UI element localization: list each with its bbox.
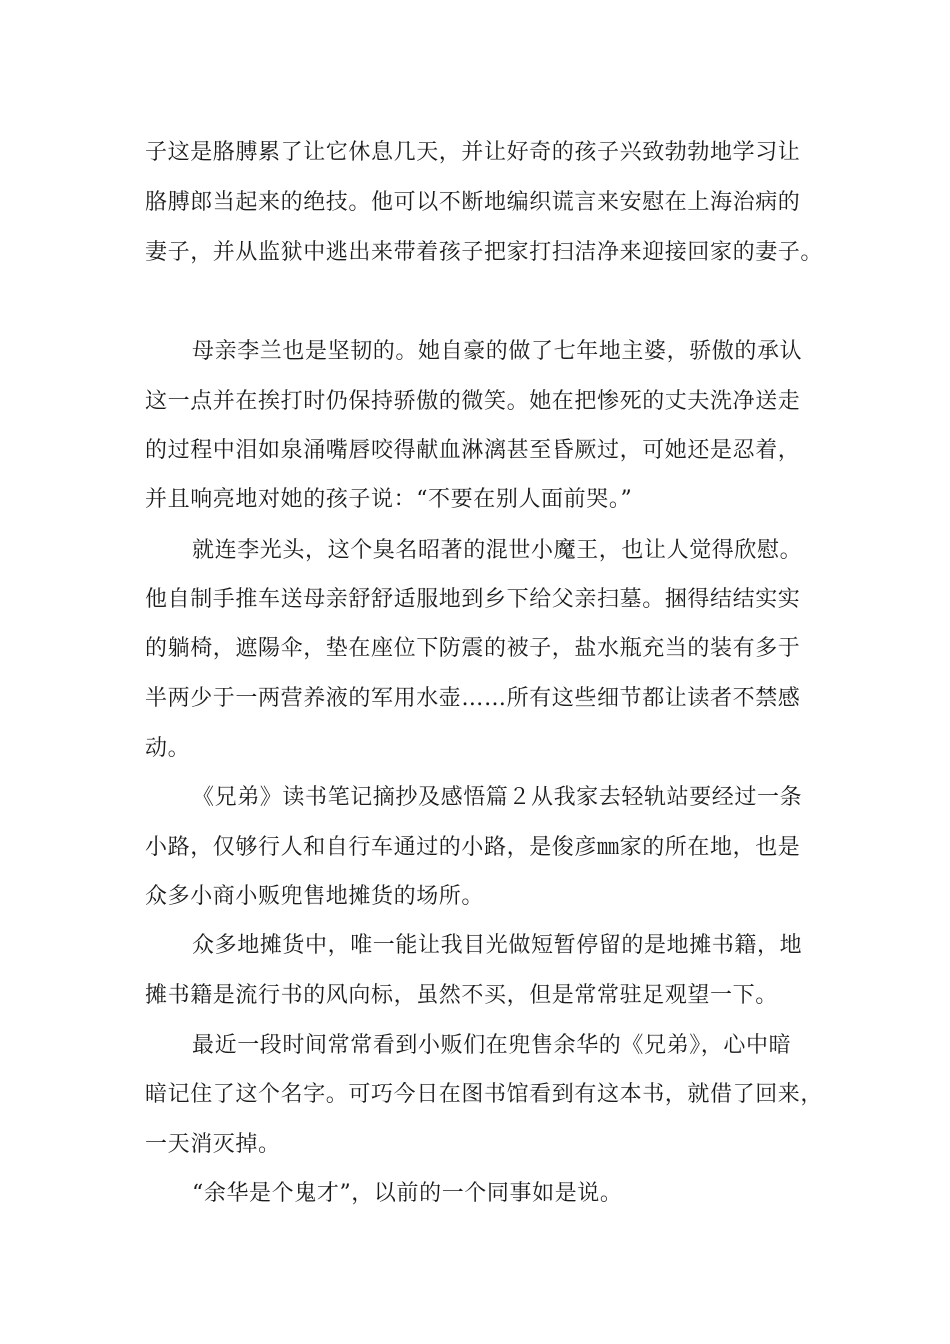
text-line: 暗记住了这个名字。可巧今日在图书馆看到有这本书，就借了回来， bbox=[145, 1082, 824, 1107]
text-line: 就连李光头，这个臭名昭著的混世小魔王，也让人觉得欣慰。 bbox=[192, 538, 803, 563]
text-line: 他自制手推车送母亲舒舒适服地到乡下给父亲扫墓。捆得结结实实 bbox=[145, 587, 801, 612]
text-line: 一天消灭掉。 bbox=[145, 1132, 281, 1157]
text-line: 的躺椅，遮陽伞，垫在座位下防震的被子，盐水瓶充当的装有多于 bbox=[145, 636, 801, 661]
text-line: “余华是个鬼才”，以前的一个同事如是说。 bbox=[192, 1181, 623, 1206]
text-line: 众多小商小贩兜售地摊货的场所。 bbox=[145, 884, 485, 909]
text-line: 小路，仅够行人和自行车通过的小路，是俊彦㎜家的所在地，也是 bbox=[145, 835, 801, 860]
text-line: 动。 bbox=[145, 736, 191, 761]
text-line: 这一点并在挨打时仍保持骄傲的微笑。她在把惨死的丈夫洗净送走 bbox=[145, 389, 801, 414]
text-line: 妻子，并从监狱中逃出来带着孩子把家打扫洁净来迎接回家的妻子。 bbox=[145, 240, 824, 265]
text-line: 最近一段时间常常看到小贩们在兜售余华的《兄弟》，心中暗 bbox=[192, 1033, 792, 1058]
text-line: 《兄弟》读书笔记摘抄及感悟篇２从我家去轻轨站要经过一条 bbox=[192, 785, 803, 810]
text-line: 并且响亮地对她的孩子说：“不要在别人面前哭。” bbox=[145, 487, 633, 512]
text-line: 子这是胳膊累了让它休息几天，并让好奇的孩子兴致勃勃地学习让 bbox=[145, 140, 801, 165]
text-line: 胳膊郎当起来的绝技。他可以不断地编织谎言来安慰在上海治病的 bbox=[145, 190, 801, 215]
text-line: 众多地摊货中，唯一能让我目光做短暂停留的是地摊书籍，地 bbox=[192, 933, 803, 958]
text-line: 母亲李兰也是坚韧的。她自豪的做了七年地主婆，骄傲的承认 bbox=[192, 339, 803, 364]
text-line: 的过程中泪如泉涌嘴唇咬得献血淋漓甚至昏厥过，可她还是忍着， bbox=[145, 438, 801, 463]
text-line: 摊书籍是流行书的风向标，虽然不买，但是常常驻足观望一下。 bbox=[145, 983, 778, 1008]
text-line: 半两少于一两营养液的军用水壶……所有这些细节都让读者不禁感 bbox=[145, 686, 801, 711]
